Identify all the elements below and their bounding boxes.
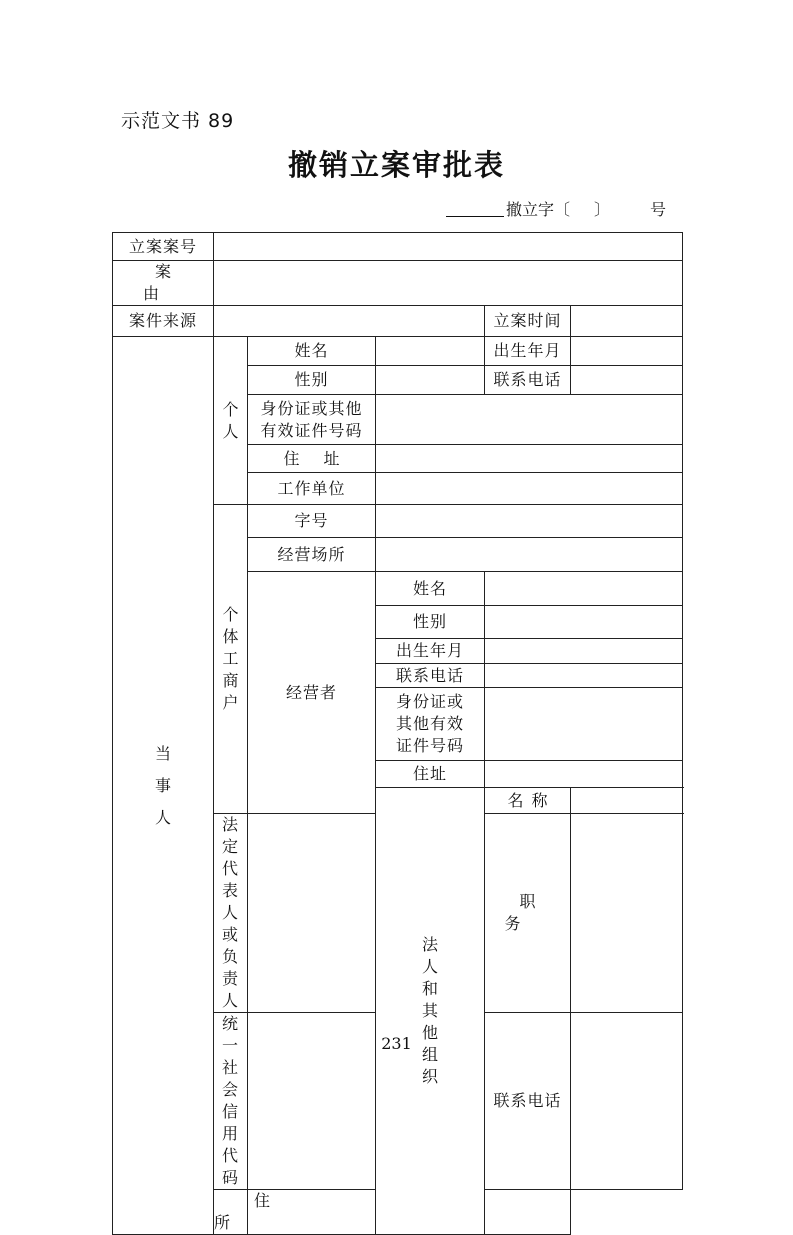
legal-position-field[interactable]: [571, 814, 683, 1013]
individual-phone-label: 联系电话: [485, 366, 571, 395]
operator-id-label-line3: 证件号码: [395, 736, 464, 755]
individual-name-field[interactable]: [376, 337, 485, 366]
legal-name-label: 名称: [485, 788, 571, 814]
legal-representative-label-line1: 法定代表人: [221, 815, 239, 922]
operator-birth-field[interactable]: [485, 639, 683, 664]
legal-position-label: 职务: [485, 814, 571, 1013]
operator-name-label: 姓名: [376, 572, 485, 606]
business-trade-name-field[interactable]: [376, 505, 683, 538]
individual-address-label: 住址: [248, 445, 376, 473]
business-group-label: [214, 505, 248, 814]
operator-id-label-line1: 身份证或: [395, 692, 464, 711]
individual-birth-label: 出生年月: [485, 337, 571, 366]
document-number-line: [446, 197, 666, 220]
filing-time-label: 立案时间: [485, 306, 571, 337]
business-premises-field[interactable]: [376, 538, 683, 572]
individual-gender-field[interactable]: [376, 366, 485, 395]
credit-code-label-line1: 统一社会: [221, 1014, 239, 1099]
credit-code-label-line2: 信用代码: [221, 1102, 239, 1187]
operator-address-label: 住址: [376, 761, 485, 788]
document-number-word: 撤立字: [506, 200, 555, 219]
individual-name-label: 姓名: [248, 337, 376, 366]
legal-group-text: 法 人 和 其 他 组 织: [421, 935, 438, 1086]
legal-representative-label: [214, 814, 248, 1013]
case-source-field[interactable]: [214, 306, 485, 337]
business-group-text: 个 体 工 商 户: [222, 605, 239, 712]
legal-residence-label: 住所: [214, 1190, 248, 1235]
document-label: 示范文书 89: [121, 110, 235, 132]
filing-time-field[interactable]: [571, 306, 683, 337]
open-bracket: 〔: [554, 200, 571, 219]
individual-phone-field[interactable]: [571, 366, 683, 395]
legal-phone-label: 联系电话: [485, 1013, 571, 1190]
operator-gender-field[interactable]: [485, 606, 683, 639]
operator-id-label: [376, 688, 485, 761]
case-cause-label: 案由: [113, 261, 214, 306]
legal-representative-label-line2: 或负责人: [221, 925, 239, 1010]
case-number-label: 立案案号: [113, 233, 214, 261]
individual-employer-field[interactable]: [376, 473, 683, 505]
party-label: [113, 337, 214, 1235]
legal-name-field[interactable]: [571, 788, 683, 814]
operator-name-field[interactable]: [485, 572, 683, 606]
page-number: 231: [381, 1034, 412, 1053]
legal-group-label: [376, 788, 485, 1235]
page-title: 撤销立案审批表: [287, 148, 505, 182]
individual-birth-field[interactable]: [571, 337, 683, 366]
individual-id-field[interactable]: [376, 395, 683, 445]
close-bracket: 〕: [594, 200, 611, 219]
case-cause-field[interactable]: [214, 261, 683, 306]
individual-address-field[interactable]: [376, 445, 683, 473]
case-number-field[interactable]: [214, 233, 683, 261]
legal-representative-field[interactable]: [248, 814, 376, 1013]
operator-id-field[interactable]: [485, 688, 683, 761]
individual-gender-label: 性别: [248, 366, 376, 395]
operator-id-label-line2: 其他有效: [395, 714, 464, 733]
business-premises-label: 经营场所: [248, 538, 376, 572]
operator-address-field[interactable]: [485, 761, 683, 788]
individual-id-label: [248, 395, 376, 445]
individual-group-label: [214, 337, 248, 505]
number-suffix: 号: [650, 200, 667, 219]
document-number-blank[interactable]: [446, 200, 504, 217]
individual-id-label-line1: 身份证或其他: [260, 398, 363, 418]
individual-employer-label: 工作单位: [248, 473, 376, 505]
party-label-text: 当 事 人: [154, 743, 171, 827]
operator-phone-label: 联系电话: [376, 664, 485, 688]
business-operator-label: 经营者: [248, 572, 376, 814]
operator-phone-field[interactable]: [485, 664, 683, 688]
case-source-label: 案件来源: [113, 306, 214, 337]
individual-id-label-line2: 有效证件号码: [260, 420, 363, 440]
operator-birth-label: 出生年月: [376, 639, 485, 664]
individual-group-text: 个 人: [222, 399, 239, 441]
operator-gender-label: 性别: [376, 606, 485, 639]
approval-form-table: [112, 232, 683, 1235]
business-trade-name-label: 字号: [248, 505, 376, 538]
